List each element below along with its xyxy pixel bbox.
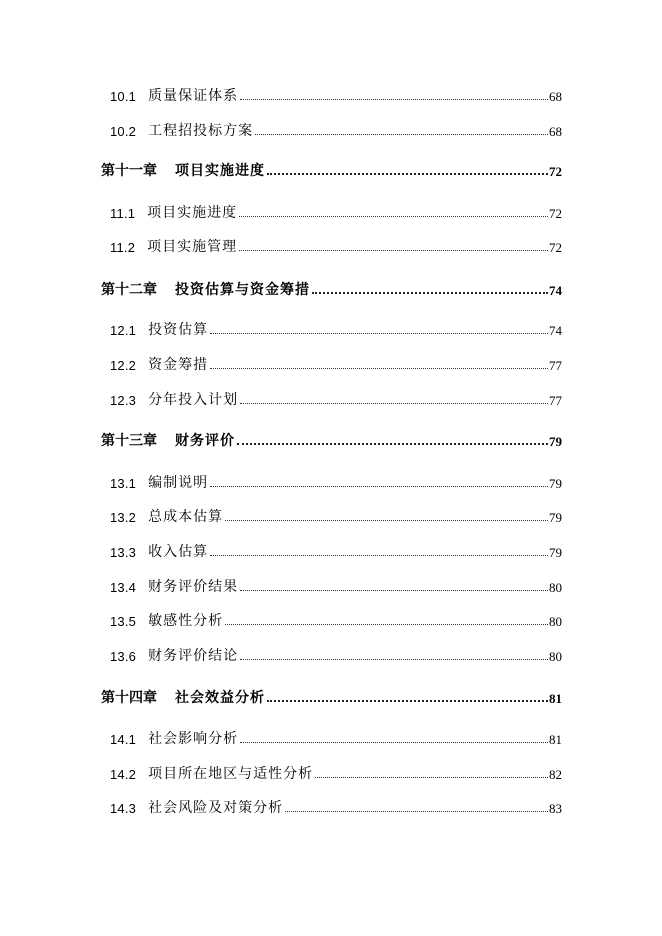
page-number: 68 — [549, 89, 562, 104]
toc-chapter-14[interactable] — [101, 691, 562, 705]
dot-leader — [225, 623, 548, 625]
page-number: 68 — [549, 124, 562, 139]
dot-leader — [240, 402, 548, 404]
section-title: 投资估算 — [148, 322, 209, 338]
dot-leader — [312, 291, 548, 294]
toc-entry-13-1[interactable] — [110, 476, 562, 490]
dot-leader — [210, 332, 548, 334]
page-number: 77 — [549, 358, 562, 373]
section-number: 13.4 — [110, 580, 137, 595]
page-number: 80 — [549, 580, 562, 595]
section-title: 项目实施管理 — [147, 239, 238, 255]
section-number: 14.2 — [110, 767, 137, 782]
dot-leader — [239, 215, 548, 217]
dot-leader — [255, 133, 548, 135]
page-number: 79 — [549, 434, 562, 449]
toc-entry-12-3[interactable] — [110, 393, 562, 407]
section-title: 财务评价结果 — [148, 579, 239, 595]
toc-entry-13-4[interactable] — [110, 580, 562, 594]
section-number: 13.1 — [110, 476, 137, 491]
dot-leader — [210, 554, 548, 556]
section-title: 编制说明 — [148, 475, 209, 491]
page-number: 80 — [549, 614, 562, 629]
dot-leader — [225, 519, 548, 521]
section-number: 12.2 — [110, 358, 137, 373]
section-number: 11.2 — [110, 240, 136, 255]
section-title: 财务评价结论 — [148, 648, 239, 664]
dot-leader — [240, 98, 548, 100]
page-number: 74 — [549, 283, 562, 298]
section-title: 总成本估算 — [148, 509, 224, 525]
dot-leader — [240, 589, 548, 591]
dot-leader — [267, 699, 548, 702]
chapter-label: 第十二章 — [101, 282, 157, 298]
section-number: 12.3 — [110, 393, 137, 408]
dot-leader — [315, 776, 548, 778]
page-number: 82 — [549, 767, 562, 782]
section-number: 11.1 — [110, 206, 136, 221]
toc-chapter-13[interactable] — [101, 434, 562, 448]
page-number: 83 — [549, 801, 562, 816]
toc-entry-10-1[interactable] — [110, 89, 562, 103]
dot-leader — [267, 172, 548, 175]
toc-entry-13-6[interactable] — [110, 649, 562, 663]
dot-leader — [237, 442, 548, 445]
page-number: 72 — [549, 164, 562, 179]
toc-entry-14-2[interactable] — [110, 767, 562, 781]
page-number: 81 — [549, 732, 562, 747]
dot-leader — [210, 485, 548, 487]
section-number: 12.1 — [110, 323, 137, 338]
section-title: 工程招投标方案 — [148, 123, 254, 139]
section-number: 10.2 — [110, 124, 137, 139]
dot-leader — [285, 810, 548, 812]
section-number: 13.3 — [110, 545, 137, 560]
section-title: 收入估算 — [148, 544, 209, 560]
dot-leader — [240, 741, 548, 743]
toc-entry-14-1[interactable] — [110, 732, 562, 746]
section-number: 13.6 — [110, 649, 137, 664]
page-number: 79 — [549, 545, 562, 560]
dot-leader — [210, 367, 548, 369]
page-number: 77 — [549, 393, 562, 408]
toc-entry-12-2[interactable] — [110, 358, 562, 372]
chapter-label: 第十四章 — [101, 690, 157, 706]
page-number: 81 — [549, 691, 562, 706]
section-title: 资金筹措 — [148, 357, 209, 373]
toc-entry-13-2[interactable] — [110, 510, 562, 524]
section-number: 14.3 — [110, 801, 137, 816]
section-title: 项目实施进度 — [147, 205, 238, 221]
section-number: 13.2 — [110, 510, 137, 525]
dot-leader — [239, 249, 548, 251]
page-number: 79 — [549, 510, 562, 525]
toc-entry-12-1[interactable] — [110, 323, 562, 337]
section-number: 13.5 — [110, 614, 137, 629]
page-number: 80 — [549, 649, 562, 664]
chapter-title: 财务评价 — [175, 433, 235, 449]
toc-entry-11-1[interactable] — [110, 206, 562, 220]
chapter-title: 投资估算与资金筹措 — [175, 282, 310, 298]
toc-entry-11-2[interactable] — [110, 240, 562, 254]
toc-entry-10-2[interactable] — [110, 124, 562, 138]
section-title: 质量保证体系 — [148, 88, 239, 104]
page-number: 79 — [549, 476, 562, 491]
page-number: 72 — [549, 240, 562, 255]
dot-leader — [240, 658, 548, 660]
section-number: 14.1 — [110, 732, 137, 747]
section-title: 敏感性分析 — [148, 613, 224, 629]
section-title: 项目所在地区与适性分析 — [148, 766, 314, 782]
page-number: 74 — [549, 323, 562, 338]
section-title: 社会影响分析 — [148, 731, 239, 747]
toc-chapter-12[interactable] — [101, 283, 562, 297]
chapter-label: 第十三章 — [101, 433, 157, 449]
section-title: 分年投入计划 — [148, 392, 239, 408]
section-number: 10.1 — [110, 89, 137, 104]
toc-entry-13-5[interactable] — [110, 614, 562, 628]
toc-chapter-11[interactable] — [101, 164, 562, 178]
chapter-title: 项目实施进度 — [175, 163, 265, 179]
toc-entry-14-3[interactable] — [110, 801, 562, 815]
chapter-label: 第十一章 — [101, 163, 157, 179]
page-number: 72 — [549, 206, 562, 221]
section-title: 社会风险及对策分析 — [148, 800, 284, 816]
toc-entry-13-3[interactable] — [110, 545, 562, 559]
chapter-title: 社会效益分析 — [175, 690, 265, 706]
